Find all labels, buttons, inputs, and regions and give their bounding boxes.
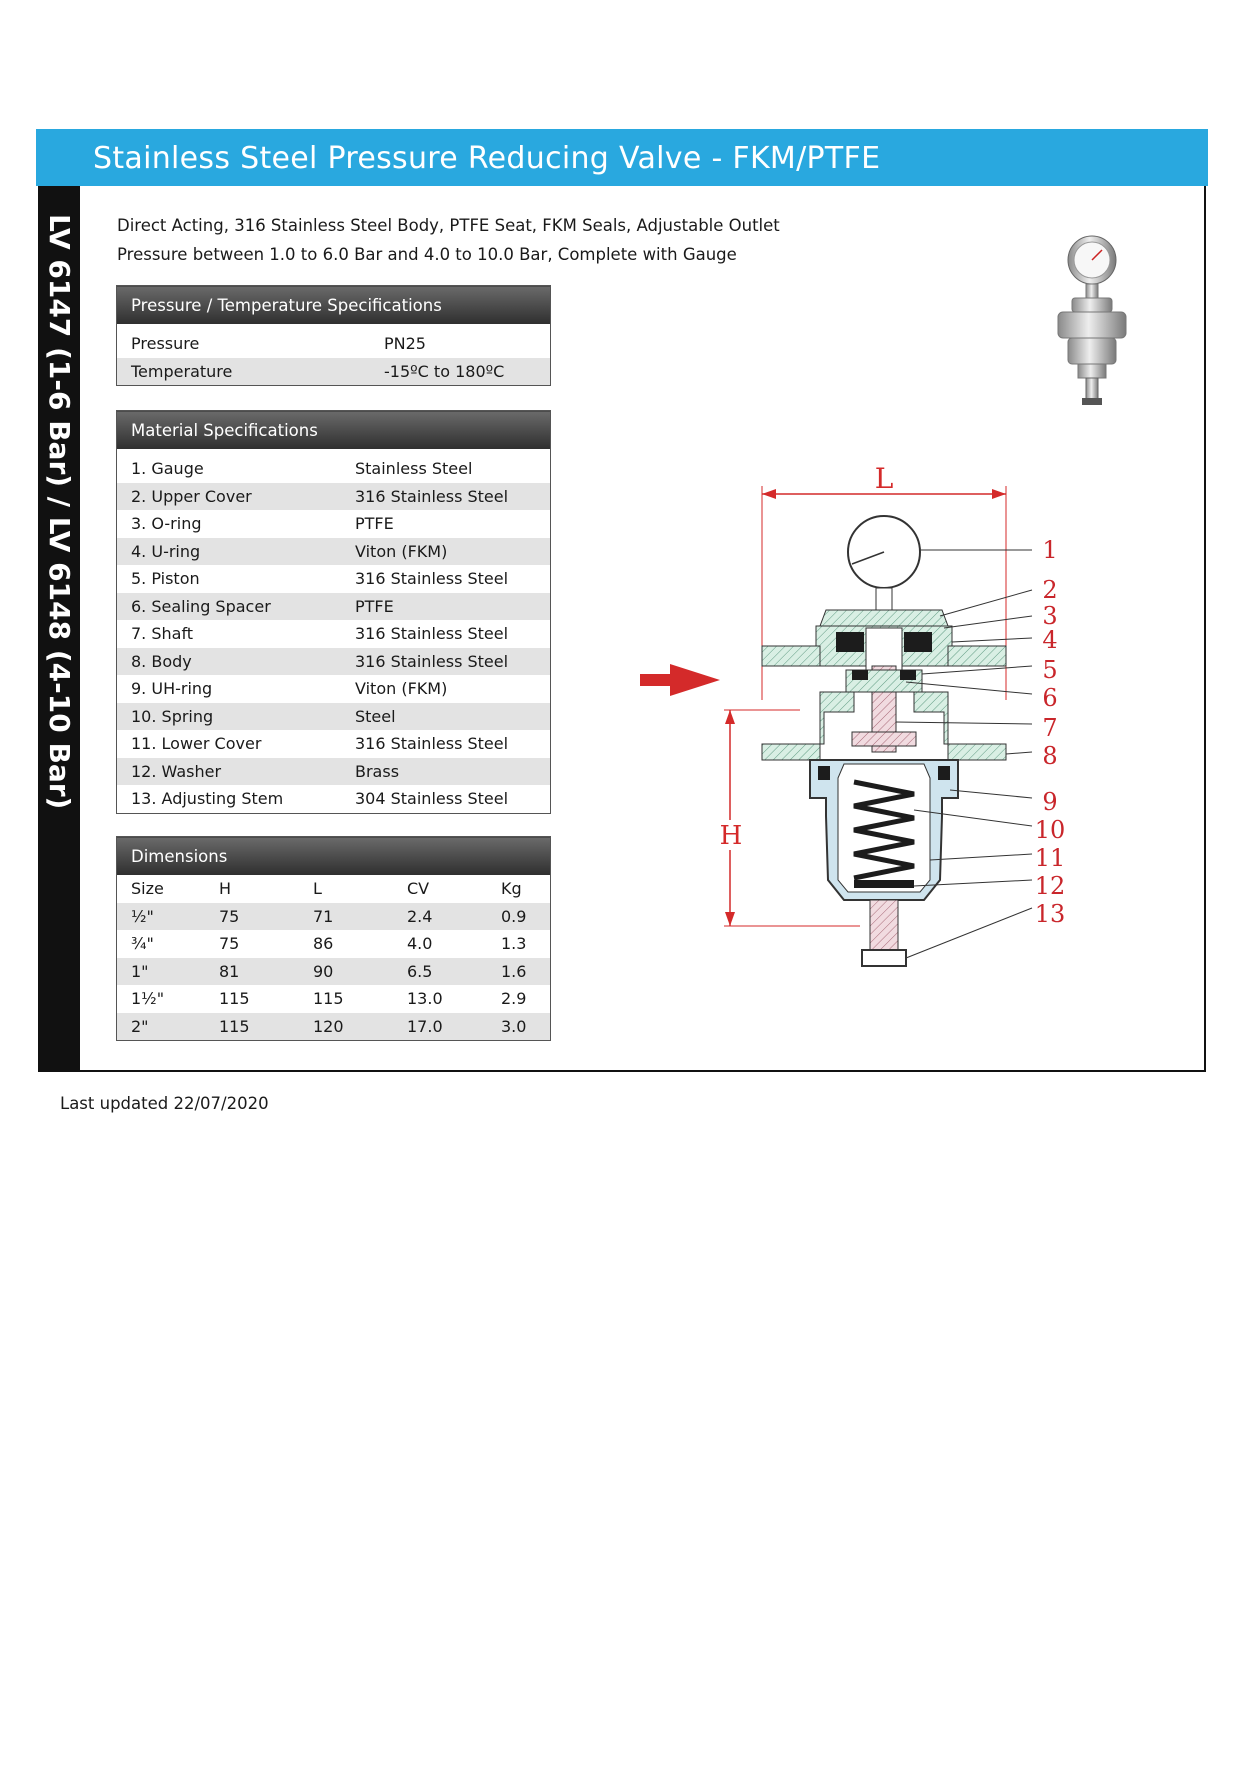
part-name: 9. UH-ring (131, 679, 213, 699)
table-row (117, 483, 551, 511)
part-name: 12. Washer (117, 758, 342, 786)
table-row (117, 730, 551, 758)
table-cell: 2.9 (501, 989, 527, 1009)
description-line-2: Pressure between 1.0 to 6.0 Bar and 4.0 to 10.0 Bar, Complete with Gauge (117, 245, 737, 264)
table-cell: 2.4 (393, 903, 487, 931)
column-header: Kg (501, 879, 522, 899)
product-code-label: LV 6147 (1-6 Bar) / LV 6148 (4-10 Bar) (43, 214, 76, 810)
flow-arrow (640, 664, 720, 696)
table-cell: 13.0 (407, 989, 443, 1009)
table-row (117, 565, 551, 593)
table-cell: 17.0 (393, 1013, 487, 1041)
part-material: PTFE (355, 514, 394, 534)
part-name: 3. O-ring (131, 514, 202, 534)
table-heading: Material Specifications (117, 411, 551, 450)
part-name: 11. Lower Cover (131, 734, 262, 754)
table-cell: 1.3 (501, 934, 527, 954)
part-name: 7. Shaft (131, 624, 194, 644)
part-material: Viton (FKM) (341, 538, 551, 566)
column-header: Size (131, 879, 164, 899)
last-updated: Last updated 22/07/2020 (60, 1094, 269, 1113)
table-cell: 115 (313, 989, 344, 1009)
table-cell: ¾" (131, 934, 154, 954)
callout-5: 5 (1042, 656, 1058, 684)
callout-8: 8 (1042, 742, 1058, 770)
callout-13: 13 (1034, 900, 1066, 928)
column-header: H (219, 879, 232, 899)
part-material: 316 Stainless Steel (355, 734, 509, 754)
table-row (117, 538, 551, 566)
part-name: 6. Sealing Spacer (117, 593, 342, 621)
callout-3: 3 (1042, 602, 1058, 630)
valve-section (762, 516, 1006, 966)
table-cell: 81 (205, 958, 299, 986)
column-header: L (313, 879, 322, 899)
part-name: 1. Gauge (131, 459, 204, 479)
callout-1: 1 (1042, 536, 1058, 564)
table-cell: 90 (299, 958, 393, 986)
product-description (117, 211, 780, 269)
dim-l-label: L (874, 462, 894, 495)
callout-10: 10 (1034, 816, 1066, 844)
part-material: Viton (FKM) (355, 679, 448, 699)
table-row (117, 758, 551, 786)
sectional-diagram (640, 460, 1080, 980)
table-cell: 1" (117, 958, 206, 986)
table-row: Temperature -15ºC to 180ºC (117, 358, 551, 386)
part-material: 316 Stainless Steel (341, 483, 551, 511)
dimensions-table (116, 836, 551, 1041)
table-row (117, 930, 551, 958)
column-header: CV (407, 879, 430, 899)
table-row (117, 703, 551, 731)
part-material: 304 Stainless Steel (355, 789, 509, 809)
table-cell: 1½" (131, 989, 165, 1009)
table-row (117, 985, 551, 1013)
page-title: Stainless Steel Pressure Reducing Valve - FKM/PTFE (93, 141, 881, 176)
table-cell: 3.0 (487, 1013, 551, 1041)
table-cell: 0.9 (487, 903, 551, 931)
part-material: Steel (341, 703, 551, 731)
part-material: 316 Stainless Steel (355, 569, 509, 589)
callout-12: 12 (1034, 872, 1066, 900)
part-name: 8. Body (117, 648, 342, 676)
callout-7: 7 (1042, 714, 1058, 742)
part-name: 10. Spring (117, 703, 342, 731)
table-row (117, 648, 551, 676)
page-header (36, 129, 1208, 186)
part-name: 13. Adjusting Stem (131, 789, 284, 809)
table-row (117, 593, 551, 621)
part-material: Brass (341, 758, 551, 786)
part-name: 2. Upper Cover (117, 483, 342, 511)
table-cell: ½" (117, 903, 206, 931)
table-cell: 86 (313, 934, 334, 954)
callout-9: 9 (1042, 788, 1058, 816)
product-photo (1050, 232, 1134, 412)
callout-4: 4 (1042, 626, 1058, 654)
pressure-temperature-table (116, 285, 551, 386)
table-row (117, 1013, 551, 1041)
table-cell: 4.0 (407, 934, 433, 954)
table-row (117, 785, 551, 813)
part-material: 316 Stainless Steel (355, 624, 509, 644)
table-row (117, 510, 551, 538)
dim-h-label: H (719, 821, 743, 851)
table-row (117, 620, 551, 648)
description-line-1: Direct Acting, 316 Stainless Steel Body, PTFE Seat, FKM Seals, Adjustable Outlet (117, 216, 780, 235)
table-row (117, 675, 551, 703)
table-cell: 1.6 (487, 958, 551, 986)
table-row: Pressure PN25 (131, 334, 426, 354)
part-material: PTFE (341, 593, 551, 621)
table-heading: Dimensions (117, 837, 551, 876)
table-row (117, 903, 551, 931)
table-cell: 71 (299, 903, 393, 931)
table-heading: Pressure / Temperature Specifications (117, 286, 551, 325)
table-cell: 75 (219, 934, 240, 954)
table-cell: 6.5 (393, 958, 487, 986)
table-cell: 2" (117, 1013, 206, 1041)
part-material: Stainless Steel (355, 459, 473, 479)
callout-11: 11 (1034, 844, 1066, 872)
dimensions-header-row (117, 875, 551, 903)
table-cell: 120 (299, 1013, 393, 1041)
part-name: 4. U-ring (117, 538, 342, 566)
table-cell: 75 (205, 903, 299, 931)
table-cell: 115 (205, 1013, 299, 1041)
table-cell: 115 (219, 989, 250, 1009)
part-material: 316 Stainless Steel (341, 648, 551, 676)
material-specifications-table (116, 410, 551, 814)
callout-6: 6 (1042, 684, 1058, 712)
callout-numbers (1035, 536, 1066, 928)
table-row (117, 455, 551, 483)
callout-2: 2 (1042, 576, 1058, 604)
part-name: 5. Piston (131, 569, 200, 589)
table-row (117, 958, 551, 986)
